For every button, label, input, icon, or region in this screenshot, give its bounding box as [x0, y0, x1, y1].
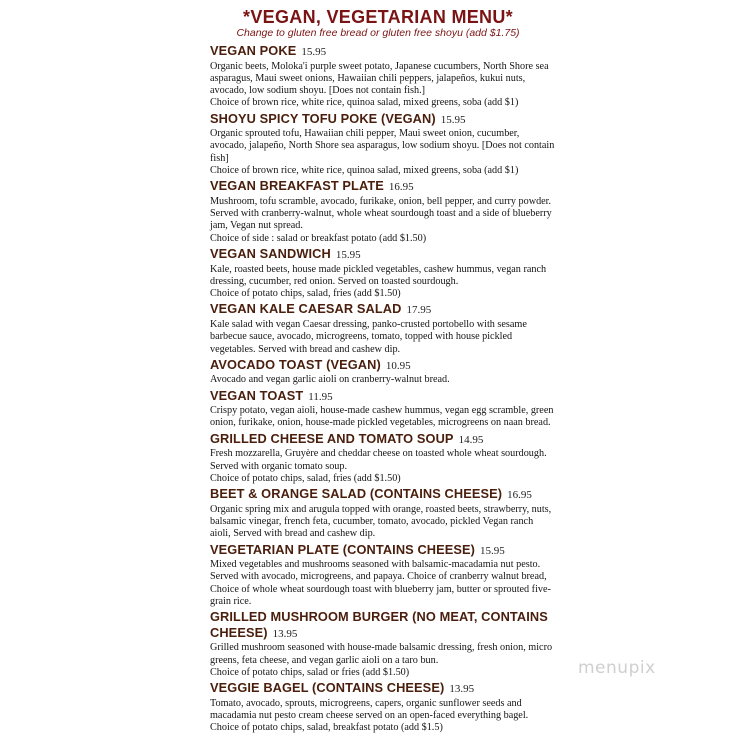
menu-item-name: BEET & ORANGE SALAD (CONTAINS CHEESE)	[210, 486, 503, 502]
menu-item-price: 15.95	[480, 544, 505, 557]
menu-item-description: Tomato, avocado, sprouts, microgreens, capers, organic sunflower seeds and macadamia nut pesto cream cheese served on an open-faced everything bagel.	[210, 697, 529, 721]
menu-item-description: Kale salad with vegan Caesar dressing, panko-crusted portobello with sesame barbecue sauce, avocado, microgreens, tomato, topped with house pickled vegetables. Served with bread and cashew dip.	[210, 318, 527, 355]
menu-title: *VEGAN, VEGETARIAN MENU*	[243, 7, 513, 27]
menu-item	[210, 301, 555, 355]
menu-item-price: 15.95	[440, 113, 466, 126]
menu-item-choice: Choice of side : salad or breakfast potato (add $1.50)	[210, 232, 427, 244]
menu-item-heading	[210, 486, 555, 504]
menu-item-heading	[210, 680, 555, 698]
menu-item-price: 15.95	[335, 249, 361, 262]
menu-item-price: 15.95	[301, 46, 327, 58]
menu-items-list	[210, 42, 555, 734]
menu-item-heading	[210, 246, 555, 264]
menu-item-heading	[210, 43, 555, 61]
menu-item-choice: Choice of brown rice, white rice, quinoa salad, mixed greens, soba (add $1)	[210, 165, 519, 177]
menu-item-name: GRILLED CHEESE AND TOMATO SOUP	[210, 430, 454, 446]
menu-item-price: 16.95	[507, 489, 532, 502]
menu-item-heading	[210, 111, 555, 129]
menu-item-description: Avocado and vegan garlic aioli on cranberry-walnut bread.	[210, 374, 450, 386]
menu-item	[210, 388, 555, 430]
menu-item	[210, 680, 555, 734]
menu-item	[210, 542, 555, 609]
menu-item	[210, 486, 555, 540]
menu-item-choice: Choice of brown rice, white rice, quinoa salad, mixed greens, soba (add $1)	[210, 97, 519, 109]
menu-item-name: VEGAN SANDWICH	[210, 246, 331, 262]
menu-item-price: 14.95	[458, 433, 484, 446]
menu-item	[210, 609, 555, 679]
menu-item	[210, 43, 555, 110]
menu-item-name: VEGAN BREAKFAST PLATE	[210, 178, 384, 194]
menu-item-name: VEGAN TOAST	[210, 387, 304, 403]
menu-item-name: GRILLED MUSHROOM BURGER (NO MEAT, CONTAINS CHEESE)	[210, 609, 548, 640]
menu-item-description: Organic beets, Moloka'i purple sweet potato, Japanese cucumbers, North Shore sea asparagus, Maui sweet onions, Hawaiian chili peppers, jalapeños, kukui nuts, avocado, low sodium shoyu. [Does not contain fish.]	[210, 60, 549, 97]
menu-item-name: VEGAN KALE CAESAR SALAD	[210, 301, 402, 317]
menu-item-description: Kale, roasted beets, house made pickled vegetables, cashew hummus, vegan ranch dressing, cucumber, red onion. Served on toasted sourdough.	[210, 263, 547, 287]
menu-item-name: AVOCADO TOAST (VEGAN)	[210, 356, 381, 372]
menu-item-heading	[210, 178, 555, 196]
menu-item-price: 10.95	[385, 359, 411, 372]
menu-item	[210, 357, 555, 387]
menu-item	[210, 178, 555, 245]
menu-item-name: VEGETARIAN PLATE (CONTAINS CHEESE)	[210, 541, 476, 557]
menu-item-heading	[210, 609, 555, 642]
menu-item-name: VEGAN POKE	[210, 43, 297, 58]
menu-item-heading	[210, 388, 555, 406]
menu-item-description: Crispy potato, vegan aioli, house-made cashew hummus, vegan egg scramble, green onion, furikake, onion, house-made pickled vegetables, microgreens on naan bread.	[210, 405, 554, 429]
menu-item-heading	[210, 542, 555, 560]
menu-item-description: Organic spring mix and arugula topped with orange, roasted beets, strawberry, nuts, balsamic vinegar, french feta, cucumber, tomato, avocado, pickled Vegan ranch aioli, Served with bread and cashew dip.	[210, 503, 552, 540]
menu-item-heading	[210, 301, 555, 319]
menu-item	[210, 111, 555, 178]
menu-subtitle: Change to gluten free bread or gluten free shoyu (add $1.75)	[236, 27, 520, 39]
menu-item-description: Mixed vegetables and mushrooms seasoned with balsamic-macadamia nut pesto. Served with avocado, microgreens, and papaya. Choice of cranberry walnut bread,	[210, 559, 547, 583]
menu-item-price: 16.95	[388, 181, 414, 194]
menu-item-description: Grilled mushroom seasoned with house-made balsamic dressing, fresh onion, micro greens, feta cheese, and vegan garlic aioli on a taro bun.	[210, 642, 553, 666]
menu-item-choice: Choice of potato chips, salad, fries (add $1.50)	[210, 288, 401, 300]
menu-item-description: Organic sprouted tofu, Hawaiian chili pepper, Maui sweet onion, cucumber, avocado, jalapeño, North Shore sea asparagus, low sodium shoyu. [Does not contain fish]	[210, 128, 555, 164]
menu-item-name: VEGGIE BAGEL (CONTAINS CHEESE)	[210, 680, 445, 696]
menu-item-choice: Choice of potato chips, salad, breakfast potato (add $1.5)	[210, 722, 443, 734]
menu-item-price: 13.95	[449, 683, 475, 696]
menu-item-name: SHOYU SPICY TOFU POKE (VEGAN)	[210, 110, 436, 126]
menu-item-choice: Choice of whole wheat sourdough toast with blueberry jam, butter or sprouted five-grain rice.	[210, 583, 551, 607]
menu-item-price: 11.95	[308, 390, 333, 403]
menu-item-heading	[210, 431, 555, 449]
menu-item-heading	[210, 357, 555, 375]
watermark-logo: menupix	[578, 658, 656, 678]
menu-item-price: 13.95	[272, 627, 298, 640]
menu-item-choice: Choice of potato chips, salad, fries (add $1.50)	[210, 472, 401, 484]
menu-item	[210, 246, 555, 300]
menu-item	[210, 431, 555, 485]
menu-item-description: Mushroom, tofu scramble, avocado, furikake, onion, bell pepper, and curry powder. Served with cranberry-walnut, whole wheat sourdough toast and a side of blueberry jam, Vegan nut spread.	[210, 195, 552, 232]
menu-item-description: Fresh mozzarella, Gruyère and cheddar cheese on toasted whole wheat sourdough. Served with organic tomato soup.	[210, 448, 547, 472]
menu-item-choice: Choice of potato chips, salad or fries (add $1.50)	[210, 666, 410, 678]
menu-item-price: 17.95	[406, 304, 432, 317]
